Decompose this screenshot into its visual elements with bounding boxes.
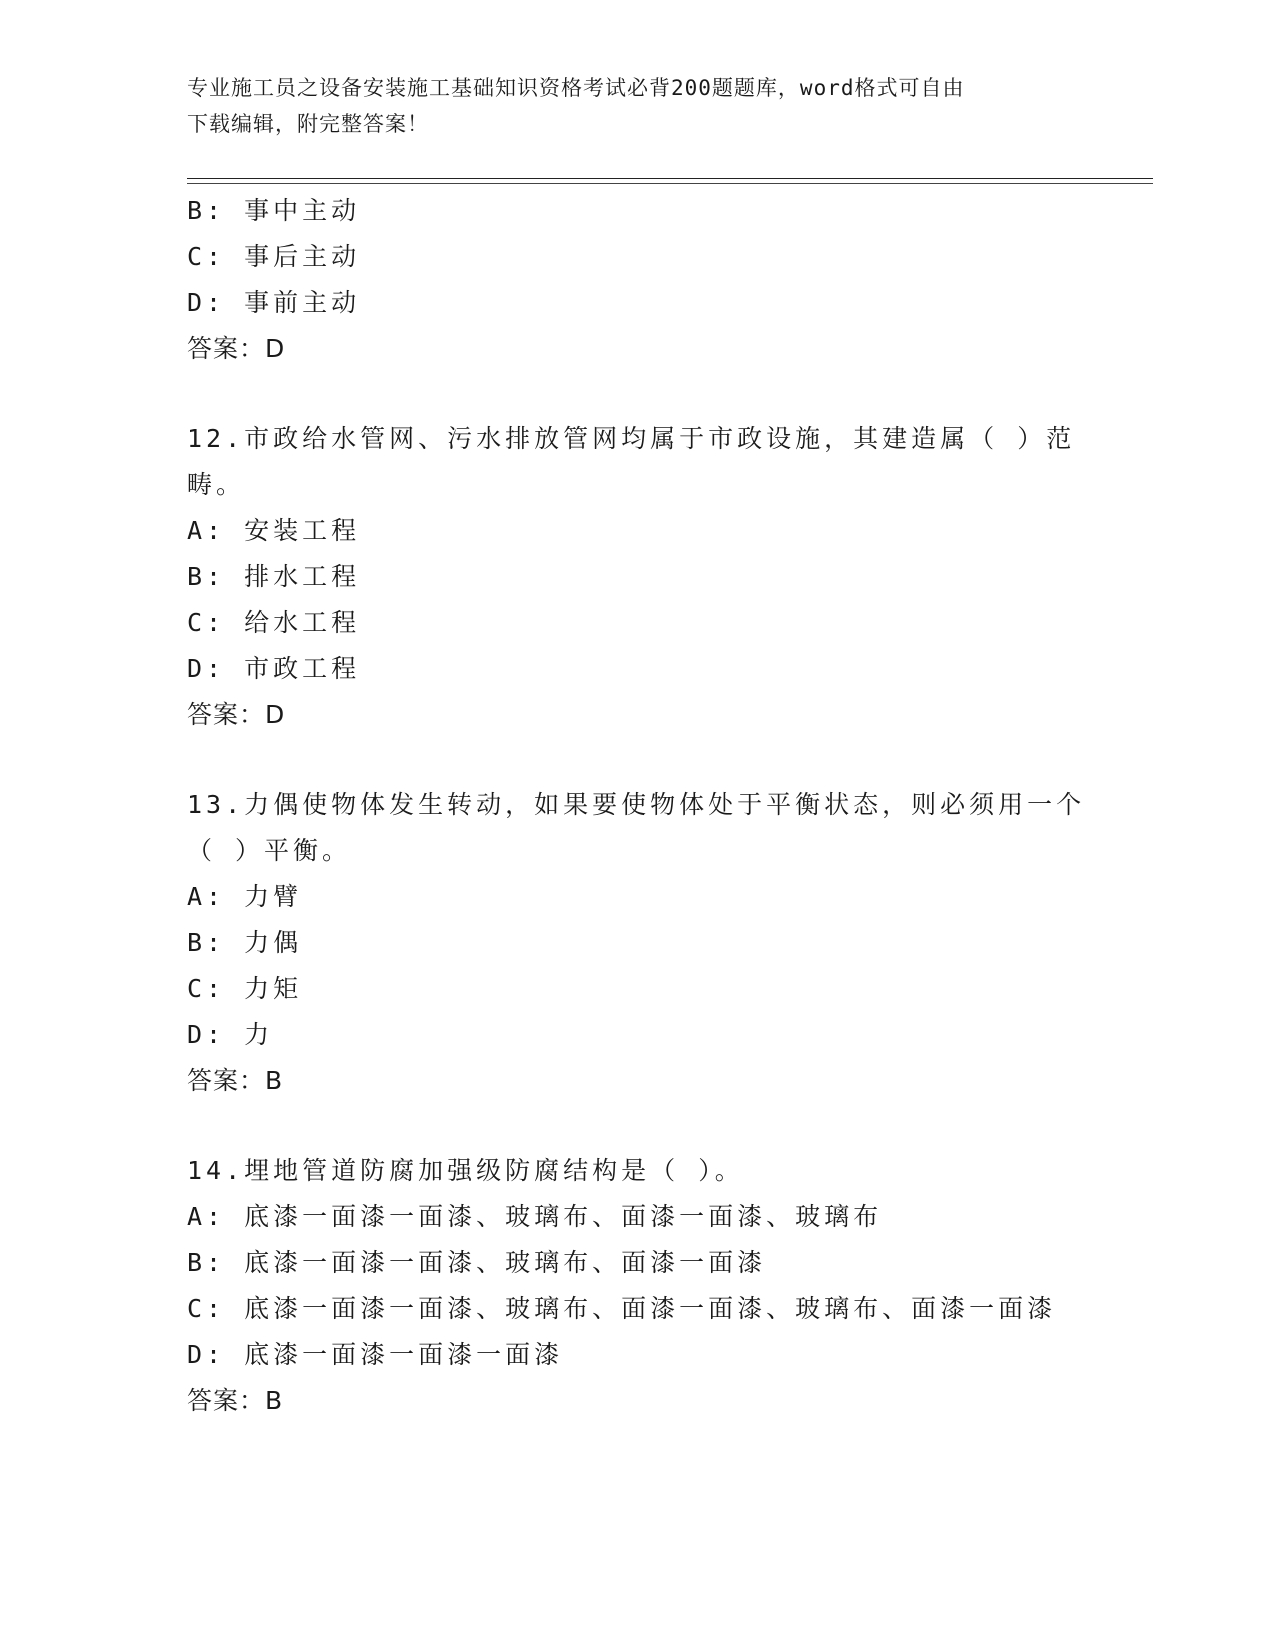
continued-question [187, 188, 1087, 372]
header-line-1: 专业施工员之设备安装施工基础知识资格考试必背200题题库，word格式可自由 [187, 76, 965, 100]
spacer [187, 738, 1087, 782]
header-line-2: 下载编辑，附完整答案！ [187, 112, 429, 136]
answer-line: 答案：D [187, 334, 286, 363]
question-text-line-2: （ ）平衡。 [187, 836, 352, 865]
option-b: B: 底漆一面漆一面漆、玻璃布、面漆一面漆 [187, 1248, 767, 1277]
option-c: C: 给水工程 [187, 608, 361, 637]
option-d: D: 事前主动 [187, 288, 361, 317]
question-14 [187, 1148, 1087, 1424]
option-c: C: 底漆一面漆一面漆、玻璃布、面漆一面漆、玻璃布、面漆一面漆 [187, 1294, 1057, 1323]
answer-line: 答案：B [187, 1386, 284, 1415]
question-text-line-1: 14.埋地管道防腐加强级防腐结构是（ ）。 [187, 1156, 744, 1185]
question-text-line-1: 12.市政给水管网、污水排放管网均属于市政设施，其建造属（ ）范 [187, 424, 1076, 453]
answer-line: 答案：D [187, 700, 286, 729]
question-text-line-1: 13.力偶使物体发生转动，如果要使物体处于平衡状态，则必须用一个 [187, 790, 1086, 819]
header-rule-thin [187, 183, 1153, 184]
header-rule-thick [187, 178, 1153, 179]
option-a: A: 底漆一面漆一面漆、玻璃布、面漆一面漆、玻璃布 [187, 1202, 883, 1231]
question-content [187, 188, 1087, 1424]
option-d: D: 力 [187, 1020, 274, 1049]
option-d: D: 底漆一面漆一面漆一面漆 [187, 1340, 564, 1369]
option-d: D: 市政工程 [187, 654, 361, 683]
answer-line: 答案：B [187, 1066, 284, 1095]
spacer [187, 1104, 1087, 1148]
spacer [187, 372, 1087, 416]
option-c: C: 事后主动 [187, 242, 361, 271]
option-a: A: 力臂 [187, 882, 303, 911]
option-b: B: 排水工程 [187, 562, 361, 591]
question-12 [187, 416, 1087, 738]
document-header [187, 70, 1087, 142]
question-13 [187, 782, 1087, 1104]
option-a: A: 安装工程 [187, 516, 361, 545]
option-b: B: 事中主动 [187, 196, 361, 225]
option-b: B: 力偶 [187, 928, 303, 957]
question-text-line-2: 畴。 [187, 470, 246, 499]
option-c: C: 力矩 [187, 974, 303, 1003]
